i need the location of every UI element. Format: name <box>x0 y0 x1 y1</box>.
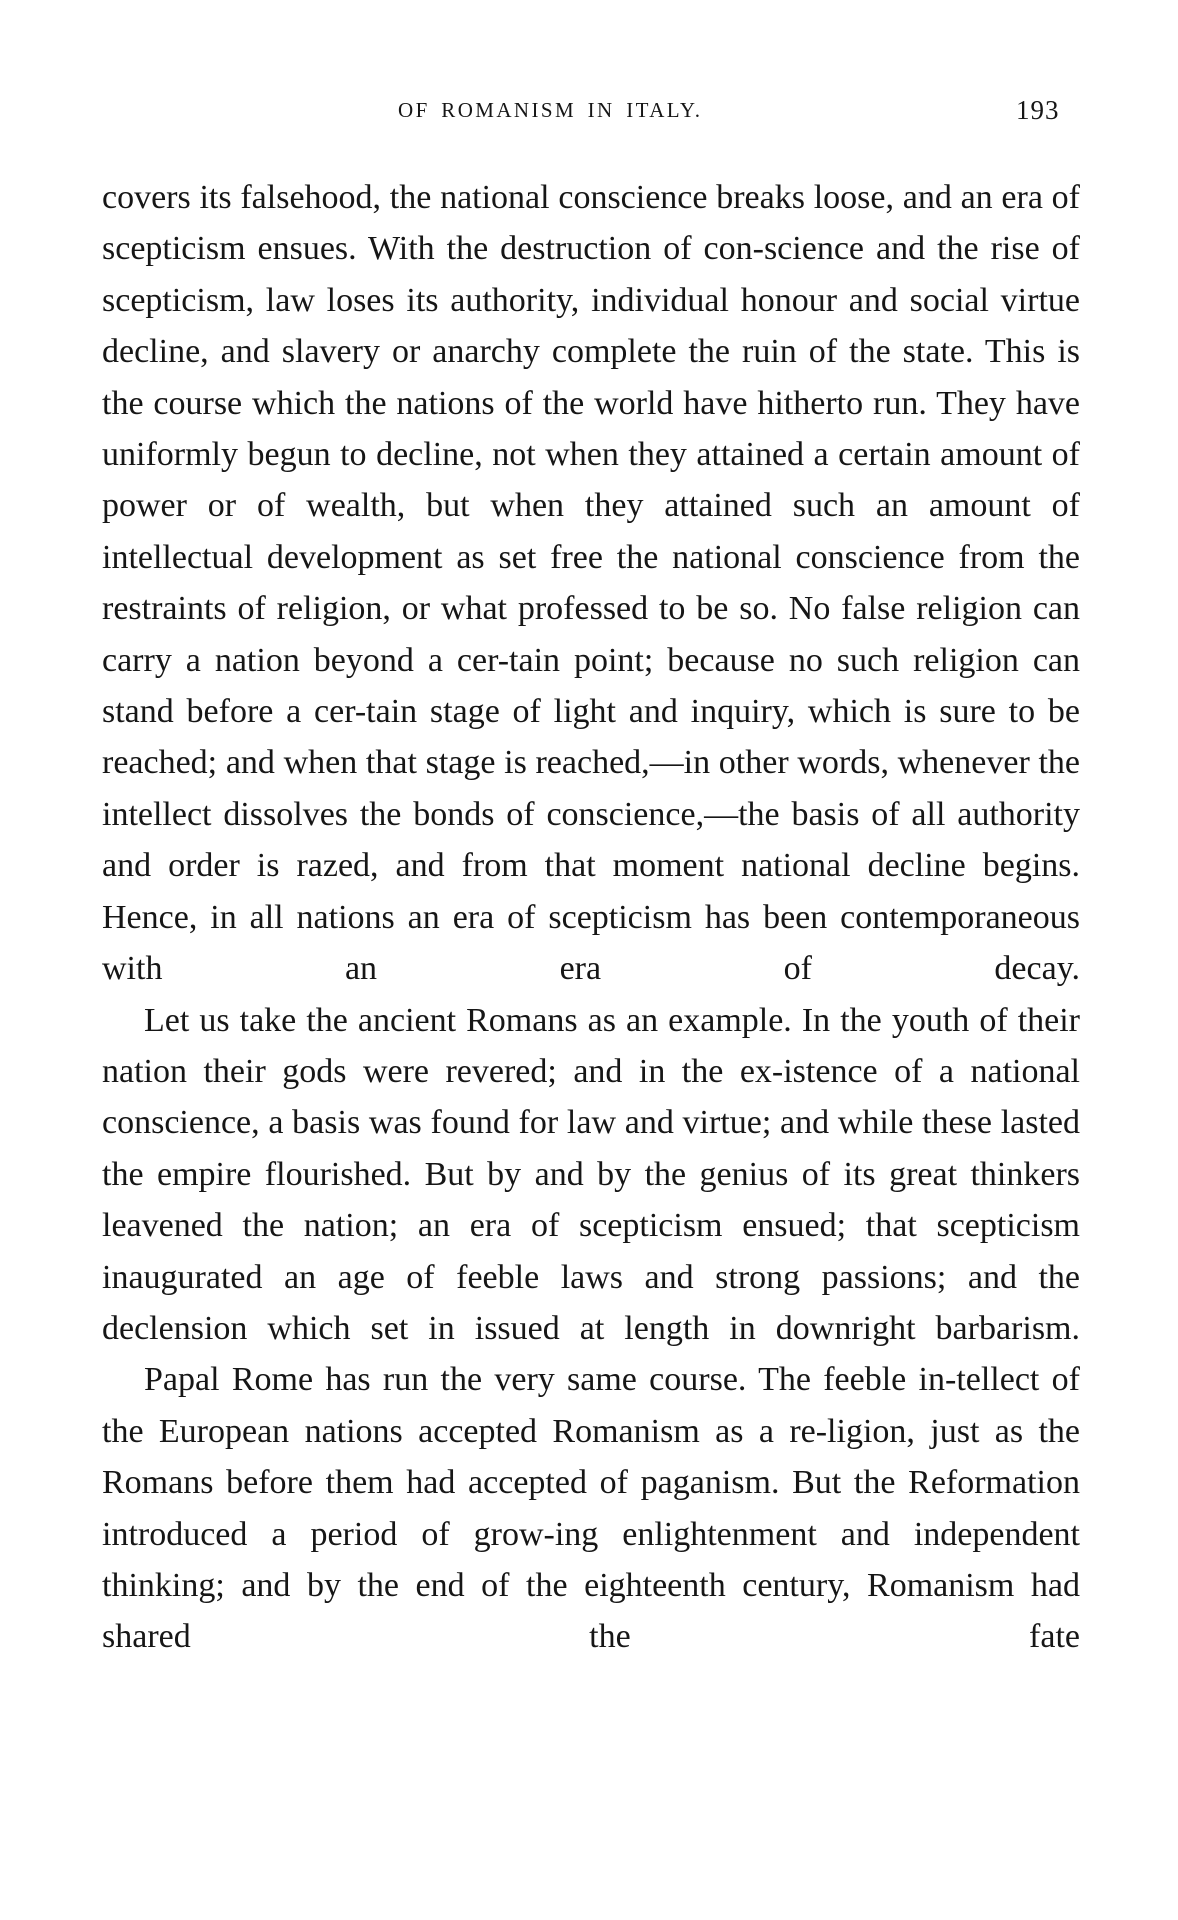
page-number: 193 <box>1016 95 1060 125</box>
paragraph-1: covers its falsehood, the national conscience breaks loose, and an era of scepticism ensues. With the destruction of con-science and the rise of scepticism, law loses its authority, individual honour and social virtue decline, and slavery or anarchy complete the ruin of the state. This is the course which the nations of the world have hitherto run. They have uniformly begun to decline, not when they attained a certain amount of power or of wealth, but when they attained such an amount of intellectual development as set free the national conscience from the restraints of religion, or what professed to be so. No false religion can carry a nation beyond a cer-tain point; because no such religion can stand before a cer-tain stage of light and inquiry, which is sure to be reached; and when that stage is reached,—in other words, whenever the intellect dissolves the bonds of conscience,—the basis of all authority and order is razed, and from that moment national decline begins. Hence, in all nations an era of scepticism has been contemporaneous with an era of decay. <box>102 179 1080 988</box>
body-text <box>102 172 1080 1663</box>
running-head <box>0 95 1178 138</box>
paragraph-3: Papal Rome has run the very same course. The feeble in-tellect of the European nations accepted Romanism as a re-ligion, just as the Romans before them had accepted of paganism. But the Reformation introduced a period of grow-ing enlightenment and independent thinking; and by the end of the eighteenth century, Romanism had shared the fate <box>102 1361 1080 1656</box>
paragraph-2: Let us take the ancient Romans as an example. In the youth of their nation their gods were revered; and in the ex-istence of a national conscience, a basis was found for law and virtue; and while these lasted the empire flourished. But by and by the genius of its great thinkers leavened the nation; an era of scepticism ensued; that scepticism inaugurated an age of feeble laws and strong passions; and the declension which set in issued at length in downright barbarism. <box>102 1001 1080 1347</box>
running-title: OF ROMANISM IN ITALY. <box>398 98 703 122</box>
